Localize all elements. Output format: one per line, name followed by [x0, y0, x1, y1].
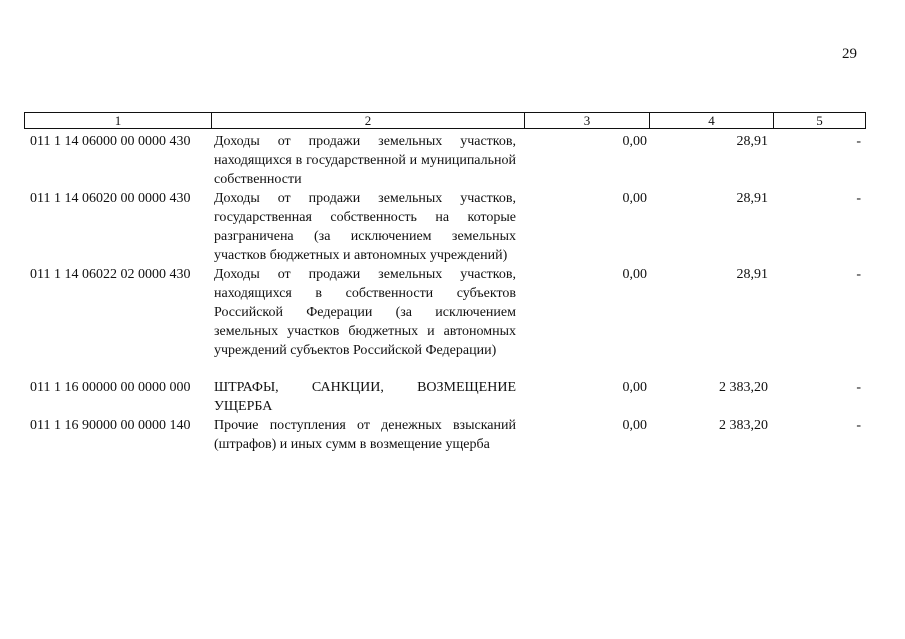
value-col-4: 2 383,20	[719, 380, 768, 395]
value-col-4: 28,91	[736, 191, 768, 206]
table-row	[24, 265, 866, 360]
value-col-3: 0,00	[622, 418, 647, 433]
budget-code: 011 1 16 00000 00 0000 000	[30, 380, 191, 395]
revenue-name: Доходы от продажи земельных участков, находящихся в собственности субъектов Российской Федерации (за исключением земельных участков бюджетных и автономных учреждений субъектов Российской Федерации)	[214, 267, 516, 358]
value-col-4: 28,91	[736, 267, 768, 282]
header-col-3: 3	[525, 113, 650, 128]
budget-code: 011 1 14 06020 00 0000 430	[30, 191, 191, 206]
table-row	[24, 378, 866, 416]
value-col-5: -	[856, 191, 861, 206]
revenue-name: Доходы от продажи земельных участков, находящихся в государственной и муниципальной собственности	[214, 134, 516, 187]
table-row	[24, 416, 866, 454]
revenue-table	[24, 112, 866, 454]
value-col-4: 2 383,20	[719, 418, 768, 433]
value-col-5: -	[856, 267, 861, 282]
revenue-name: ШТРАФЫ, САНКЦИИ, ВОЗМЕЩЕНИЕ УЩЕРБА	[214, 380, 516, 414]
table-row	[24, 132, 866, 189]
header-col-1: 1	[25, 113, 212, 128]
value-col-5: -	[856, 418, 861, 433]
header-col-5: 5	[816, 113, 823, 128]
value-col-3: 0,00	[622, 267, 647, 282]
budget-code: 011 1 16 90000 00 0000 140	[30, 418, 191, 433]
header-col-4: 4	[650, 113, 774, 128]
revenue-name: Прочие поступления от денежных взысканий (штрафов) и иных сумм в возмещение ущерба	[214, 418, 516, 452]
value-col-3: 0,00	[622, 380, 647, 395]
value-col-4: 28,91	[736, 134, 768, 149]
value-col-5: -	[856, 134, 861, 149]
value-col-5: -	[856, 380, 861, 395]
value-col-3: 0,00	[622, 191, 647, 206]
budget-code: 011 1 14 06022 02 0000 430	[30, 267, 191, 282]
revenue-name: Доходы от продажи земельных участков, государственная собственность на которые разграничена (за исключением земельных участков бюджетных и автономных учреждений)	[214, 191, 516, 263]
table-header	[24, 112, 866, 129]
budget-code: 011 1 14 06000 00 0000 430	[30, 134, 191, 149]
value-col-3: 0,00	[622, 134, 647, 149]
table-row	[24, 189, 866, 265]
header-col-2: 2	[212, 113, 525, 128]
page-number: 29	[842, 46, 857, 62]
